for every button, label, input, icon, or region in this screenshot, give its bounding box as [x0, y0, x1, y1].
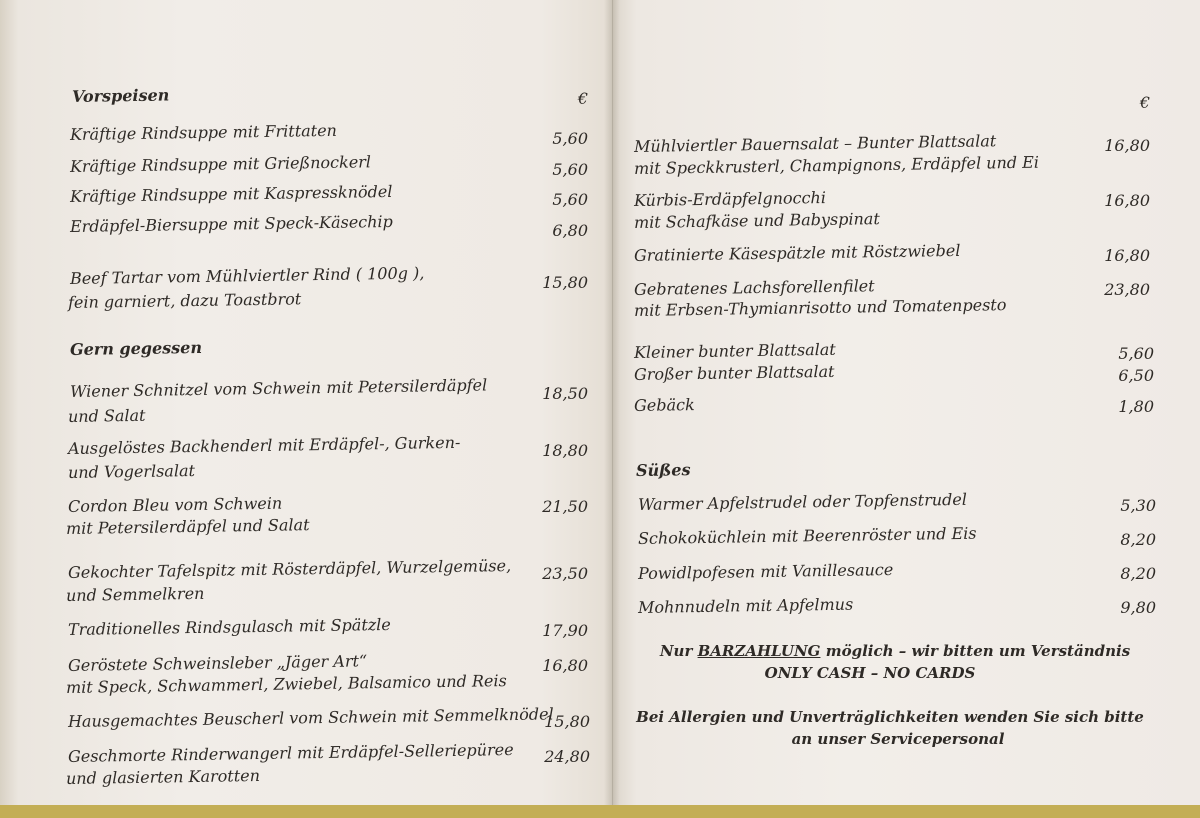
menu-item-price: 5,60 — [1118, 344, 1154, 363]
payment-notice-english: ONLY CASH – NO CARDS — [764, 664, 976, 682]
table-surface — [0, 805, 1200, 818]
menu-item-price: 23,50 — [542, 564, 588, 583]
menu-item-price: 6,80 — [552, 221, 588, 240]
section-heading-vorspeisen: Vorspeisen — [71, 85, 170, 106]
menu-item-price: 5,60 — [552, 129, 588, 148]
menu-item-description: fein garniert, dazu Toastbrot — [67, 289, 302, 312]
menu-item-price: 8,20 — [1120, 564, 1156, 583]
menu-item-name: Kürbis-Erdäpfelgnocchi — [633, 187, 827, 210]
menu-item-description: mit Petersilerdäpfel und Salat — [65, 515, 310, 538]
currency-header-right: € — [1139, 93, 1150, 112]
menu-item-name: Erdäpfel-Biersuppe mit Speck-Käsechip — [69, 211, 393, 236]
menu-item-name: Großer bunter Blattsalat — [633, 361, 835, 384]
menu-item-price: 18,50 — [542, 384, 588, 403]
menu-item-description: mit Speckkrusterl, Champignons, Erdäpfel und Ei — [633, 152, 1040, 178]
menu-item-name: Kleiner bunter Blattsalat — [633, 339, 836, 362]
menu-item-name: Kräftige Rindsuppe mit Frittaten — [69, 120, 338, 144]
menu-item-description: und Salat — [67, 405, 146, 426]
menu-item-price: 9,80 — [1120, 598, 1156, 617]
menu-item-description: und glasierten Karotten — [65, 765, 261, 788]
menu-item-price: 16,80 — [1104, 136, 1150, 155]
menu-item-description: mit Speck, Schwammerl, Zwiebel, Balsamico und Reis — [65, 671, 507, 697]
menu-item-price: 17,90 — [542, 621, 588, 640]
menu-item-name: Cordon Bleu vom Schwein — [67, 493, 283, 516]
menu-item-name: Kräftige Rindsuppe mit Kaspressknödel — [69, 181, 393, 206]
menu-item-name: Ausgelöstes Backhenderl mit Erdäpfel-, Gurken- — [67, 432, 461, 458]
menu-item-name: Beef Tartar vom Mühlviertler Rind ( 100g ), — [69, 263, 425, 288]
menu-item-price: 24,80 — [544, 747, 590, 766]
menu-item-price: 18,80 — [542, 441, 588, 460]
menu-item-name: Traditionelles Rindsgulasch mit Spätzle — [67, 614, 391, 639]
menu-item-price: 8,20 — [1120, 530, 1156, 549]
allergy-notice-line2: an unser Servicepersonal — [791, 730, 1005, 748]
menu-item-name: Geröstete Schweinsleber „Jäger Art“ — [67, 651, 368, 675]
menu-item-name: Kräftige Rindsuppe mit Grießnockerl — [69, 152, 372, 176]
menu-item-description: mit Erbsen-Thymianrisotto und Tomatenpesto — [633, 295, 1007, 320]
menu-item-price: 5,60 — [552, 190, 588, 209]
section-heading-suesses: Süßes — [635, 460, 691, 480]
menu-item-name: Gekochter Tafelspitz mit Rösterdäpfel, Wurzelgemüse, — [67, 556, 512, 582]
menu-item-price: 15,80 — [544, 712, 590, 731]
payment-notice — [630, 641, 1160, 662]
menu-item-price: 5,60 — [552, 160, 588, 179]
menu-item-price: 5,30 — [1120, 496, 1156, 515]
menu-item-price: 16,80 — [542, 656, 588, 675]
menu-item-price: 23,80 — [1104, 280, 1150, 299]
menu-fold — [604, 0, 620, 818]
menu-item-price: 6,50 — [1118, 366, 1154, 385]
menu-item-name: Mohnnudeln mit Apfelmus — [637, 594, 854, 617]
section-heading-gern-gegessen: Gern gegessen — [69, 337, 203, 359]
menu-item-name: Geschmorte Rinderwangerl mit Erdäpfel-Selleriepüree — [67, 740, 514, 766]
menu-item-name: Gebäck — [633, 395, 695, 415]
menu-item-description: mit Schafkäse und Babyspinat — [633, 209, 880, 232]
menu-item-description: und Vogerlsalat — [67, 461, 196, 482]
menu-item-price: 16,80 — [1104, 191, 1150, 210]
menu-item-price: 21,50 — [542, 497, 588, 516]
payment-notice-post: möglich – wir bitten um Verständnis — [825, 642, 1131, 660]
payment-notice-emphasis: BARZAHLUNG — [697, 642, 821, 660]
payment-notice-pre: Nur — [659, 642, 693, 660]
menu-item-name: Hausgemachtes Beuscherl vom Schwein mit Semmelknödel — [67, 704, 554, 731]
currency-header-left: € — [577, 89, 588, 108]
menu-item-name: Schokoküchlein mit Beerenröster und Eis — [637, 523, 977, 548]
menu-item-description: und Semmelkren — [65, 583, 205, 605]
menu-item-name: Gratinierte Käsespätzle mit Röstzwiebel — [633, 240, 961, 265]
menu-item-price: 16,80 — [1104, 246, 1150, 265]
menu-item-name: Wiener Schnitzel vom Schwein mit Petersilerdäpfel — [69, 375, 488, 401]
menu-item-name: Powidlpofesen mit Vanillesauce — [637, 559, 894, 583]
menu-item-price: 15,80 — [542, 273, 588, 292]
menu-item-name: Warmer Apfelstrudel oder Topfenstrudel — [637, 489, 968, 514]
menu-item-name: Mühlviertler Bauernsalat – Bunter Blattsalat — [633, 131, 997, 156]
menu-item-name: Gebratenes Lachsforellenfilet — [633, 276, 875, 299]
menu-item-price: 1,80 — [1118, 397, 1154, 416]
allergy-notice-line1: Bei Allergien und Unverträglichkeiten wenden Sie sich bitte — [636, 708, 1144, 726]
